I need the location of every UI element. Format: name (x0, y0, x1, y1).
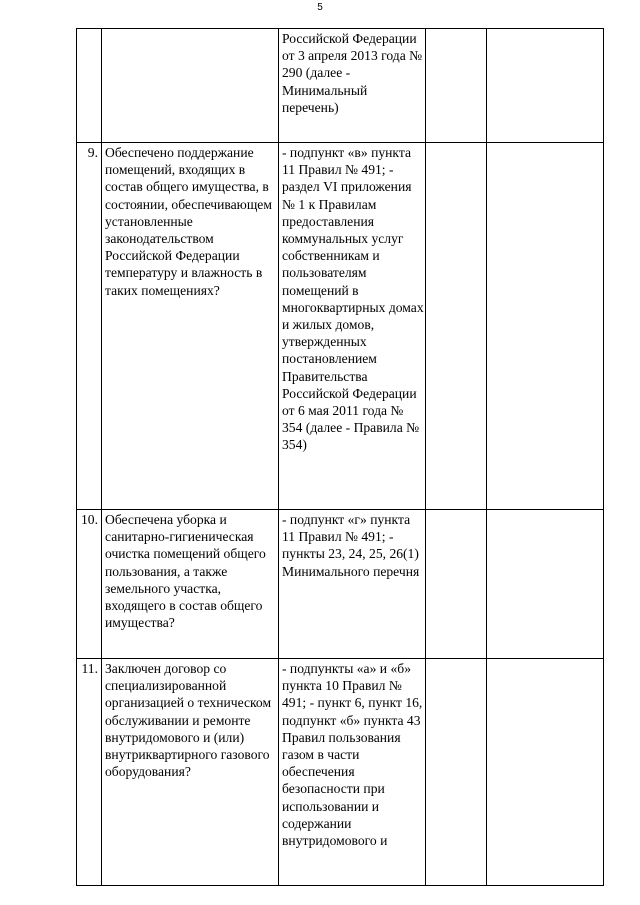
answer-yes-cell[interactable] (426, 510, 487, 659)
table-row-9 (77, 143, 604, 510)
row-number-cell: 11. (77, 659, 102, 886)
row-number-cell: 10. (77, 510, 102, 659)
row-number-cell: 9. (77, 143, 102, 510)
reference-cell (279, 659, 426, 886)
answer-yes-cell[interactable] (426, 29, 487, 143)
question-cell (102, 143, 279, 510)
question-text: Обеспечено поддержание помещений, входящих в состав общего имущества, в состоянии, обеспечивающем установленные законодательством Российской Федерации температуру и влажность в таких помещениях? (105, 145, 272, 298)
answer-yes-cell[interactable] (426, 143, 487, 510)
table-row-11 (77, 659, 604, 886)
answer-no-cell[interactable] (487, 143, 604, 510)
answer-no-cell[interactable] (487, 510, 604, 659)
question-cell (102, 29, 279, 143)
answer-no-cell[interactable] (487, 659, 604, 886)
question-text: Заключен договор со специализированной организацией о техническом обслуживании и ремонте внутридомового и (или) внутриквартирного газового оборудования? (105, 661, 272, 780)
table-row-10 (77, 510, 604, 659)
reference-cell (279, 510, 426, 659)
checklist-table (76, 28, 604, 886)
table-row-continuation (77, 29, 604, 143)
reference-text: - подпункты «а» и «б» пункта 10 Правил № 491; - пункт 6, пункт 16, подпункт «б» пункта 43 Правил пользования газом в части обеспечения безопасности при использовании и содержании внутридомового и (282, 661, 423, 849)
reference-cell (279, 143, 426, 510)
question-cell (102, 510, 279, 659)
reference-cell (279, 29, 426, 143)
reference-text: - подпункт «в» пункта 11 Правил № 491; - раздел VI приложения № 1 к Правилам предоставления коммунальных услуг собственникам и пользователям помещений в многоквартирных домах и жилых домов, утвержденных постановлением Правительства Российской Федерации от 6 мая 2011 года № 354 (далее - Правила № 354) (282, 145, 424, 453)
answer-no-cell[interactable] (487, 29, 604, 143)
question-cell (102, 659, 279, 886)
page-number: 5 (317, 2, 323, 13)
row-number-cell (77, 29, 102, 143)
answer-yes-cell[interactable] (426, 659, 487, 886)
question-text: Обеспечена уборка и санитарно-гигиеническая очистка помещений общего пользования, а также земельного участка, входящего в состав общего имущества? (105, 512, 266, 631)
reference-text: Российской Федерации от 3 апреля 2013 года № 290 (далее - Минимальный перечень) (282, 31, 423, 115)
reference-text: - подпункт «г» пункта 11 Правил № 491; - пункты 23, 24, 25, 26(1) Минимального перечня (282, 512, 420, 579)
